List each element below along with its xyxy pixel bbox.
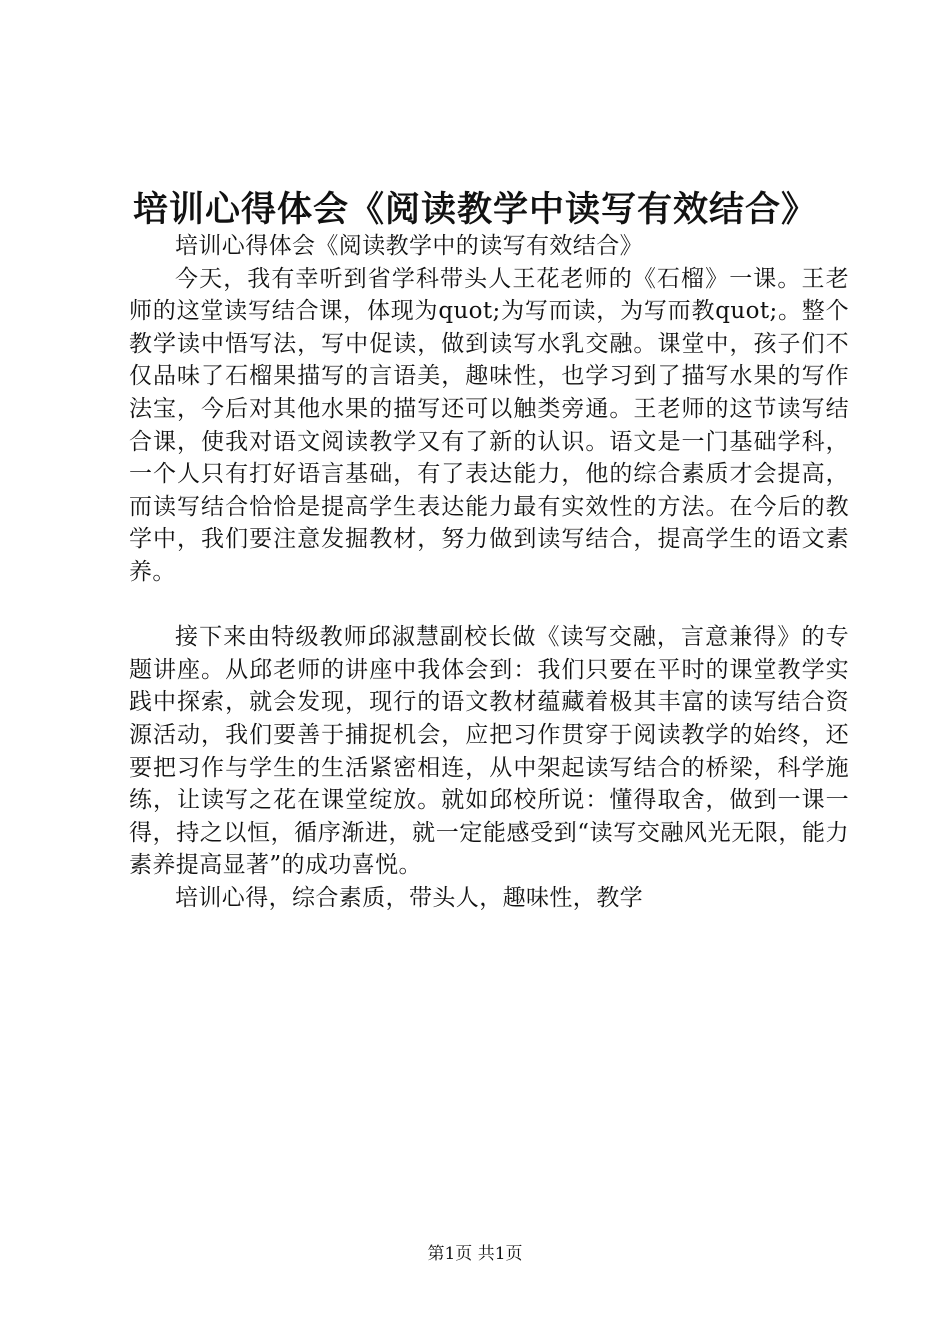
page-footer: 第1页 共1页 [427,1244,523,1264]
document-body [129,230,849,914]
document-title: 培训心得体会《阅读教学中读写有效结合》 [132,189,817,230]
keywords-line: 培训心得，综合素质，带头人，趣味性，教学 [175,884,643,911]
body-paragraph-1: 今天，我有幸听到省学科带头人王花老师的《石榴》一课。王老师的这堂读写结合课，体现为quot;为写而读，为写而教quot;。整个教学读中悟写法，写中促读，做到读写水乳交融。课堂中，孩子们不仅品味了石榴果描写的言语美，趣味性，也学习到了描写水果的写作法宝，今后对其他水果的描写还可以触类旁通。王老师的这节读写结合课，使我对语文阅读教学又有了新的认识。语文是一门基础学科，一个人只有打好语言基础，有了表达能力，他的综合素质才会提高，而读写结合恰恰是提高学生表达能力最有实效性的方法。在今后的教学中，我们要注意发掘教材，努力做到读写结合，提高学生的语文素养。 [129,265,849,585]
document-subtitle: 培训心得体会《阅读教学中的读写有效结合》 [175,233,643,259]
body-paragraph-2: 接下来由特级教师邱淑慧副校长做《读写交融，言意兼得》的专题讲座。从邱老师的讲座中我体会到：我们只要在平时的课堂教学实践中探索，就会发现，现行的语文教材蕴藏着极其丰富的读写结合资源活动，我们要善于捕捉机会，应把习作贯穿于阅读教学的始终，还要把习作与学生的生活紧密相连，从中架起读写结合的桥梁，科学施练，让读写之花在课堂绽放。就如邱校所说：懂得取舍，做到一课一得，持之以恒，循序渐进，就一定能感受到“读写交融风光无限，能力素养提高显著”的成功喜悦。 [129,624,849,879]
